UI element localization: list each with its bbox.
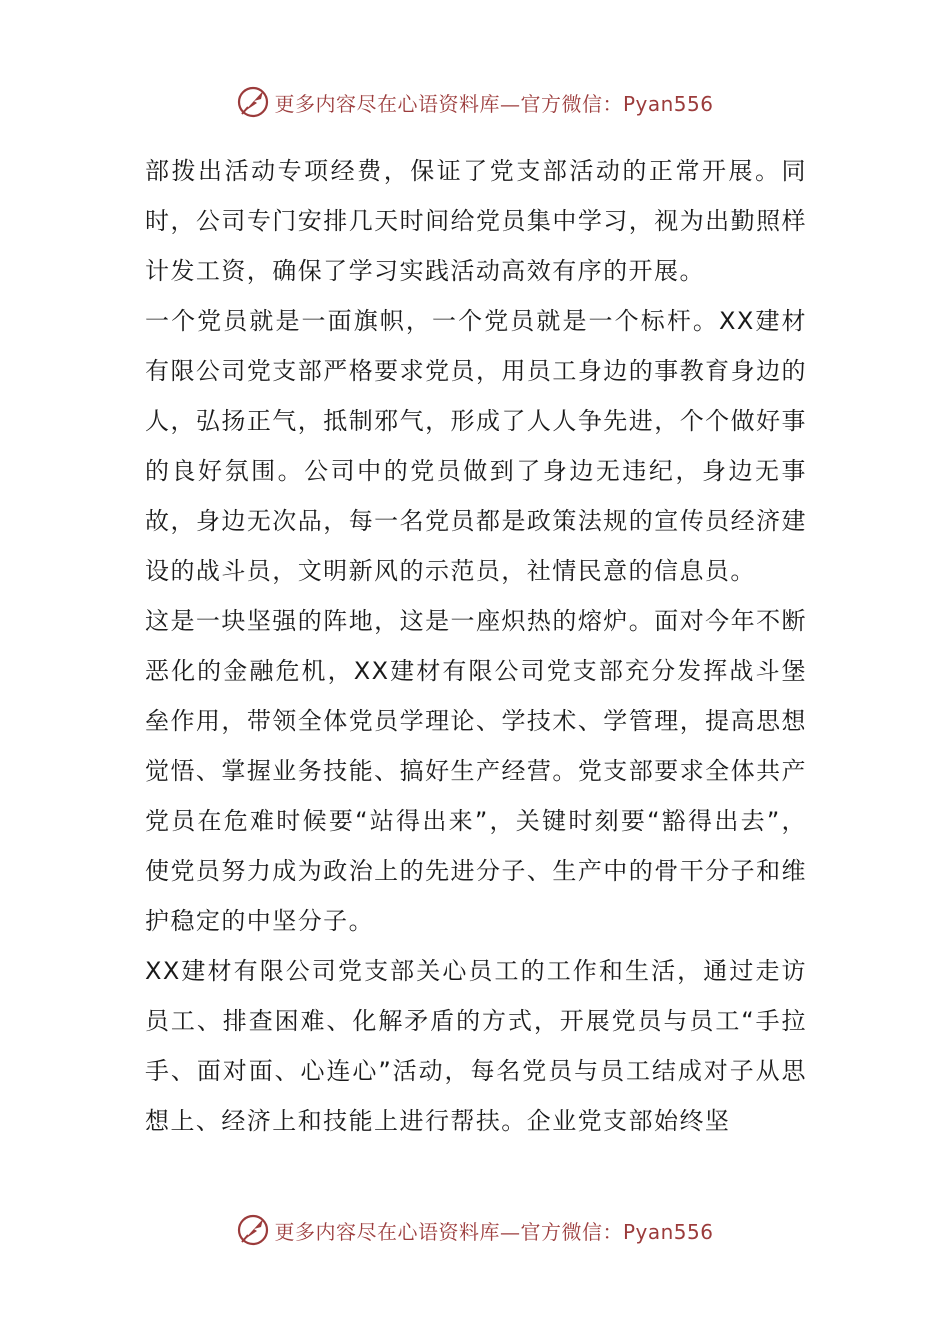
quill-logo-icon — [236, 85, 270, 119]
paragraph-1: 部拨出活动专项经费，保证了党支部活动的正常开展。同时，公司专门安排几天时间给党员集中学习，视为出勤照样计发工资，确保了学习实践活动高效有序的开展。 — [145, 157, 807, 285]
header-site-name: 更多内容尽在心语资料库 — [274, 91, 500, 116]
paragraph-2: 一个党员就是一面旗帜，一个党员就是一个标杆。XX建材有限公司党支部严格要求党员，用员工身边的事教育身边的人，弘扬正气，抵制邪气，形成了人人争先进，个个做好事的良好氛围。公司中的党员做到了身边无违纪，身边无事故，身边无次品，每一名党员都是政策法规的宣传员经济建设的战斗员，文明新风的示范员，社情民意的信息员。 — [145, 307, 807, 585]
header-banner — [0, 82, 950, 122]
footer-banner-text — [274, 1216, 713, 1245]
paragraph-3: 这是一块坚强的阵地，这是一座炽热的熔炉。面对今年不断恶化的金融危机，XX建材有限公司党支部充分发挥战斗堡垒作用，带领全体党员学理论、学技术、学管理，提高思想觉悟、掌握业务技能、搞好生产经营。党支部要求全体共产党员在危难时候要“站得出来”，关键时刻要“豁得出去”，使党员努力成为政治上的先进分子、生产中的骨干分子和维护稳定的中坚分子。 — [145, 607, 807, 935]
footer-banner — [0, 1210, 950, 1250]
quill-logo-icon — [236, 1213, 270, 1247]
footer-dash: — — [499, 1219, 521, 1244]
header-banner-text — [274, 88, 713, 117]
header-dash: — — [499, 91, 521, 116]
footer-wechat: 官方微信：Pyan556 — [520, 1219, 714, 1244]
footer-site-name: 更多内容尽在心语资料库 — [274, 1219, 500, 1244]
document-body — [145, 146, 807, 1146]
header-wechat: 官方微信：Pyan556 — [520, 91, 714, 116]
paragraph-4: XX建材有限公司党支部关心员工的工作和生活，通过走访员工、排查困难、化解矛盾的方式，开展党员与员工“手拉手、面对面、心连心”活动，每名党员与员工结成对子从思想上、经济上和技能上进行帮扶。企业党支部始终坚 — [145, 957, 807, 1135]
